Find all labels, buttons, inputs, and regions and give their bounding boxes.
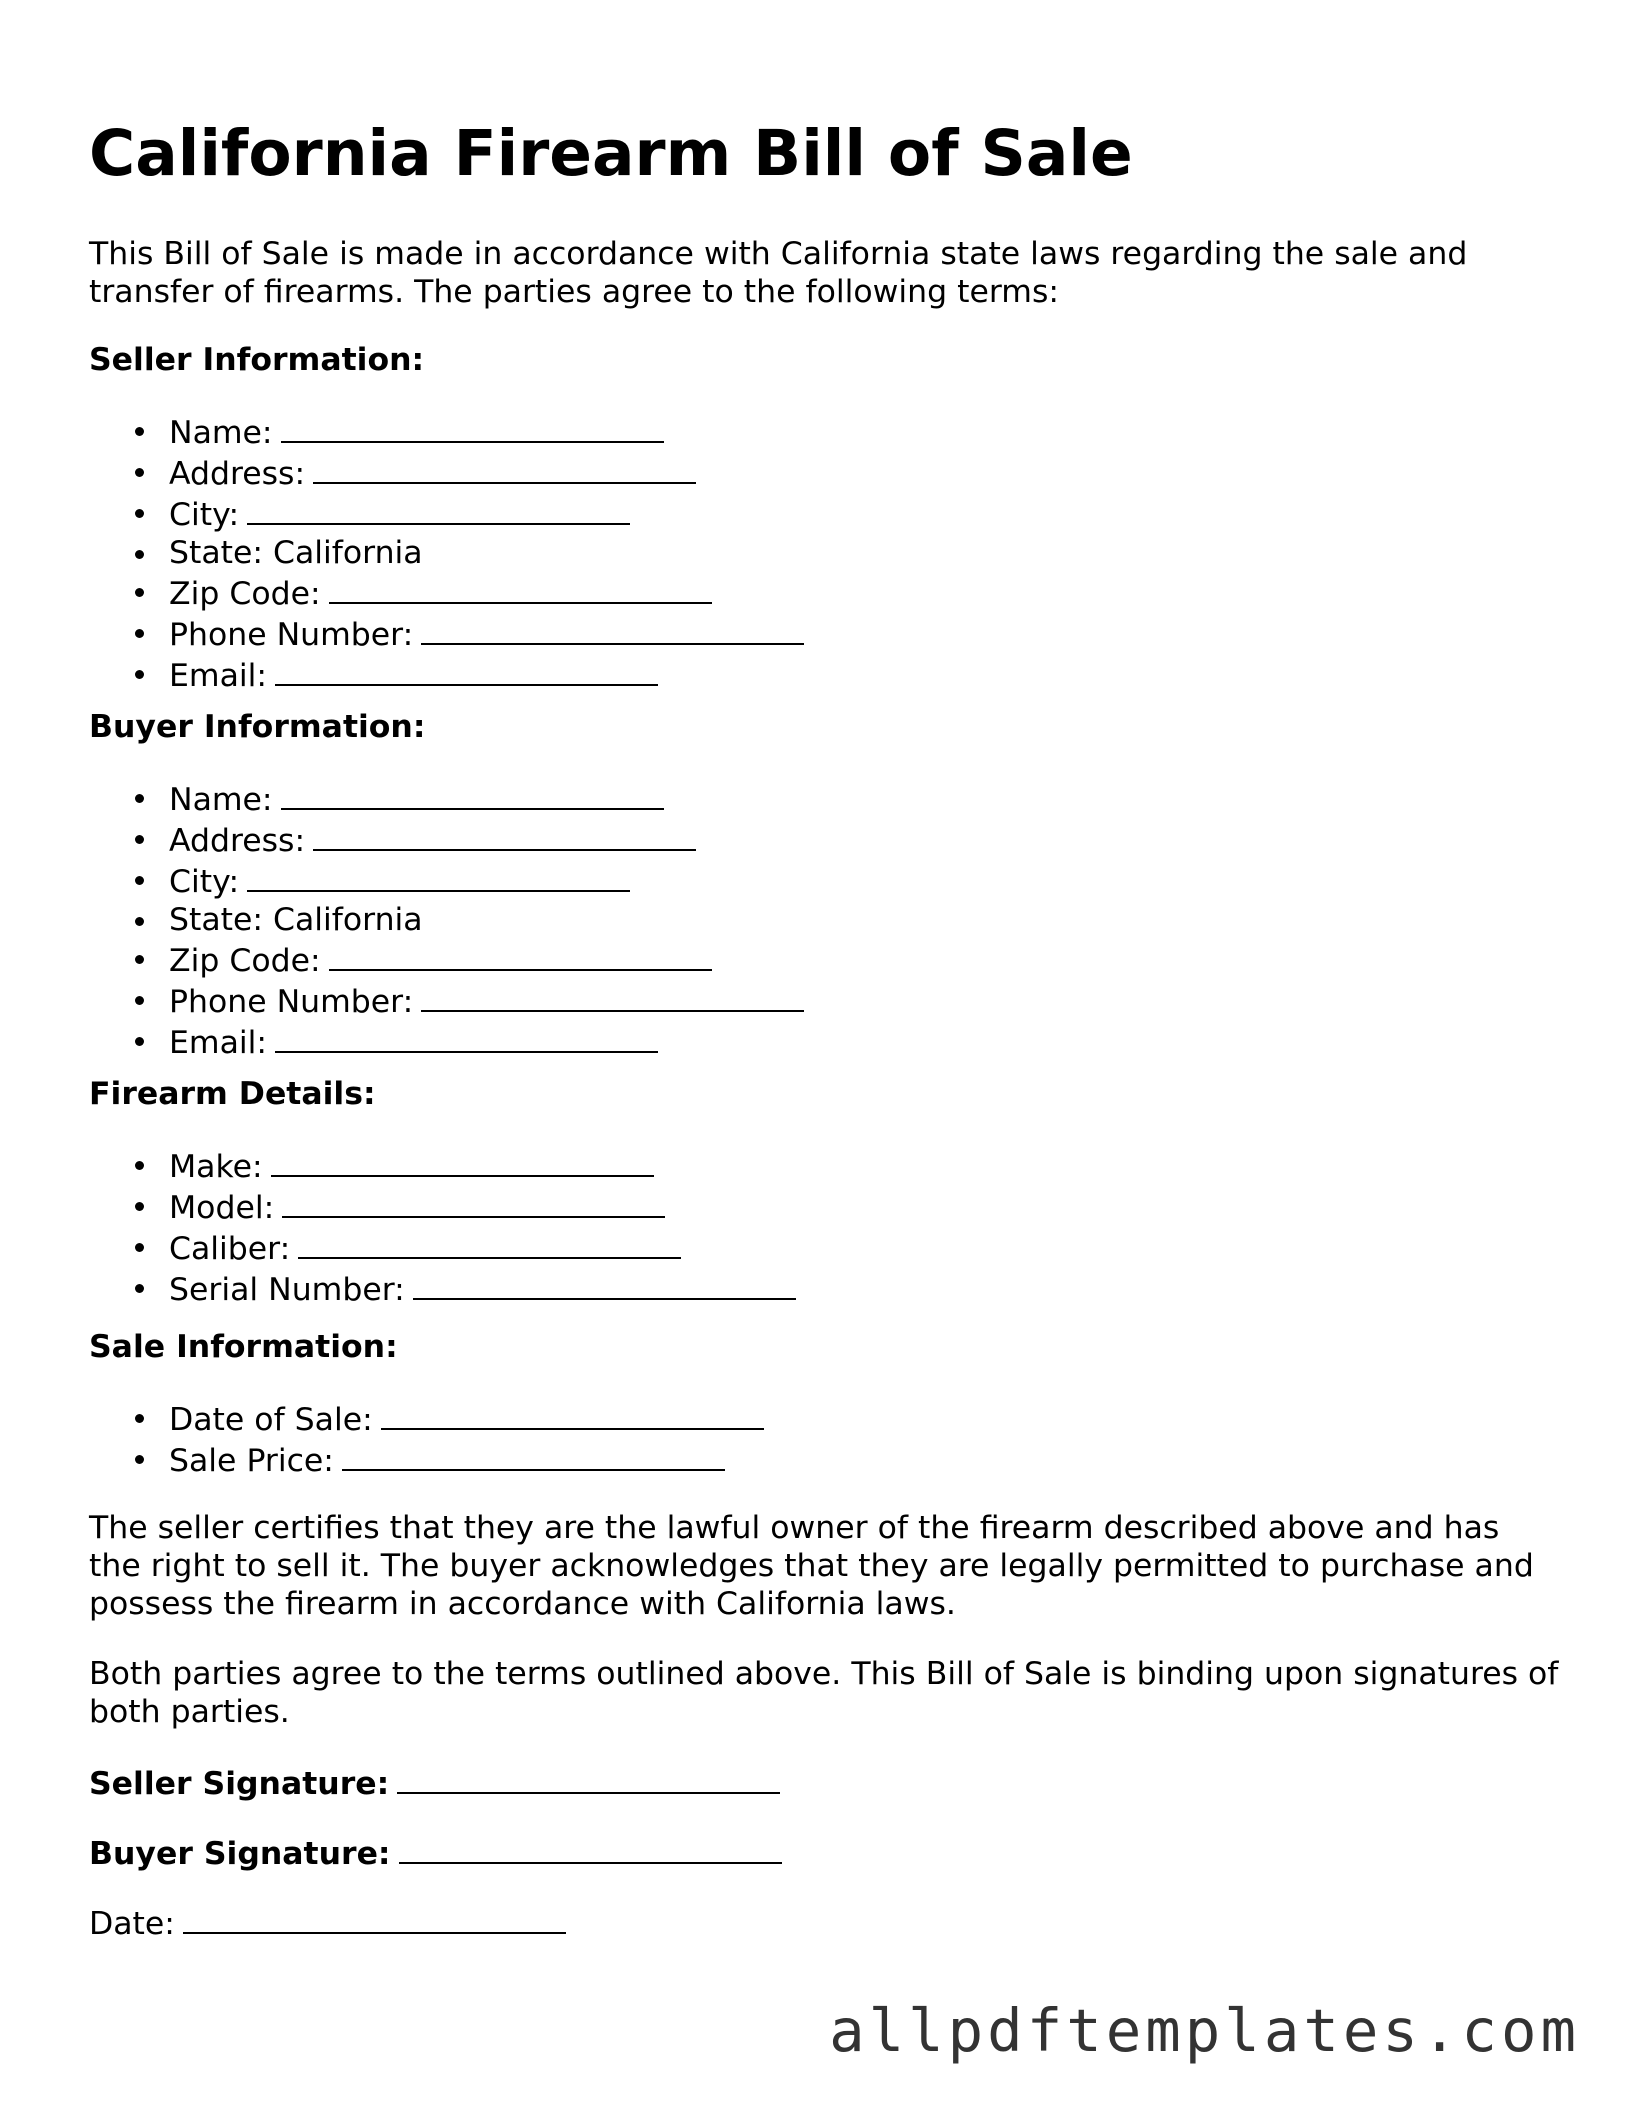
site-watermark: allpdftemplates.com [829,1996,1580,2065]
seller-name-field: Name: [89,411,804,452]
buyer-heading: Buyer Information: [89,709,426,745]
firearm-caliber-field: Caliber: [89,1227,796,1268]
agreement-paragraph: Both parties agree to the terms outlined above. This Bill of Sale is binding upon signatures of both parties. [89,1656,1559,1730]
sale-heading: Sale Information: [89,1329,398,1365]
seller-zip-field: Zip Code: [89,572,804,613]
firearm-model-field: Model: [89,1186,796,1227]
date-line: Date: [89,1902,566,1943]
seller-zip-blank[interactable] [329,572,712,604]
buyer-address-blank[interactable] [313,819,696,851]
firearm-fields-list [89,1145,796,1309]
buyer-phone-field: Phone Number: [89,980,804,1021]
seller-heading: Seller Information: [89,342,425,378]
buyer-signature-blank[interactable] [399,1832,782,1864]
buyer-address-field: Address: [89,819,804,860]
firearm-make-blank[interactable] [271,1145,654,1177]
buyer-name-field: Name: [89,778,804,819]
firearm-model-blank[interactable] [282,1186,665,1218]
buyer-phone-blank[interactable] [421,980,804,1012]
sale-price-field: Sale Price: [89,1439,764,1480]
buyer-email-blank[interactable] [275,1021,658,1053]
buyer-zip-field: Zip Code: [89,939,804,980]
seller-address-field: Address: [89,452,804,493]
certification-paragraph: The seller certifies that they are the lawful owner of the firearm described above and has the right to sell it. The buyer acknowledges that they are legally permitted to purchase and possess the firearm in accordance with California laws. [89,1510,1534,1622]
buyer-zip-blank[interactable] [329,939,712,971]
buyer-signature-line: Buyer Signature: [89,1832,782,1873]
firearm-heading: Firearm Details: [89,1076,376,1112]
sale-fields-list [89,1398,764,1480]
sale-date-field: Date of Sale: [89,1398,764,1439]
sale-price-blank[interactable] [342,1439,725,1471]
seller-signature-blank[interactable] [397,1762,780,1794]
firearm-serial-blank[interactable] [413,1268,796,1300]
buyer-name-blank[interactable] [281,778,664,810]
seller-state-field: State: California [89,534,804,572]
seller-signature-line: Seller Signature: [89,1762,780,1803]
buyer-email-field: Email: [89,1021,804,1062]
buyer-city-blank[interactable] [247,860,630,892]
seller-email-blank[interactable] [275,654,658,686]
seller-phone-blank[interactable] [421,613,804,645]
seller-address-blank[interactable] [313,452,696,484]
firearm-caliber-blank[interactable] [298,1227,681,1259]
intro-paragraph: This Bill of Sale is made in accordance with California state laws regarding the sale and transfer of firearms. The parties agree to the following terms: [89,236,1468,310]
seller-fields-list [89,411,804,695]
seller-phone-field: Phone Number: [89,613,804,654]
firearm-make-field: Make: [89,1145,796,1186]
document-title: California Firearm Bill of Sale [89,117,1133,190]
seller-city-field: City: [89,493,804,534]
sale-date-blank[interactable] [381,1398,764,1430]
buyer-state-field: State: California [89,901,804,939]
buyer-fields-list [89,778,804,1062]
seller-name-blank[interactable] [281,411,664,443]
seller-city-blank[interactable] [247,493,630,525]
firearm-serial-field: Serial Number: [89,1268,796,1309]
seller-email-field: Email: [89,654,804,695]
buyer-city-field: City: [89,860,804,901]
date-blank[interactable] [183,1902,566,1934]
